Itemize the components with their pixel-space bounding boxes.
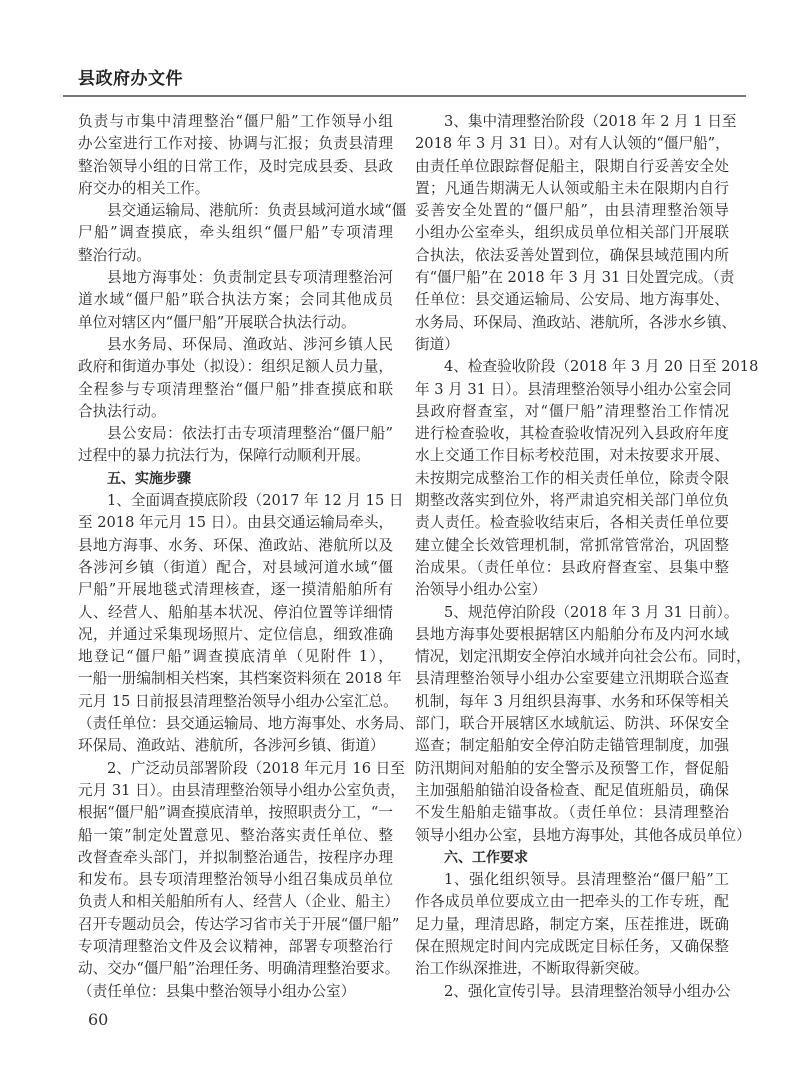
text-line: 县公安局：依法打击专项清理整治“僵尸船” bbox=[107, 425, 393, 443]
text-line: 2、广泛动员部署阶段（2018 年元月 16 日至 bbox=[107, 759, 405, 777]
text-line: 县政府督查室，对“僵尸船”清理整治工作情况 bbox=[415, 402, 729, 420]
paragraph bbox=[78, 490, 414, 758]
text-line: 妥善安全处置的“僵尸船”，由县清理整治领导 bbox=[415, 202, 729, 220]
text-line: 专项清理整治文件及会议精神，部署专项整治行 bbox=[78, 937, 393, 955]
text-line: 整治行动。 bbox=[78, 246, 151, 264]
paragraph bbox=[78, 200, 407, 267]
paragraph bbox=[78, 423, 393, 468]
text-line: 政府和街道办事处（拟设）：组织足额人员力量， bbox=[78, 358, 393, 376]
text-line: 防汛期间对船舶的安全警示及预警工作，督促船 bbox=[415, 759, 729, 777]
text-line: 县地方海事、水务、环保、渔政站、港航所以及 bbox=[78, 536, 393, 554]
text-line: 水务局、环保局、渔政站、港航所，各涉水乡镇、 bbox=[415, 313, 737, 331]
text-line: 整治领导小组的日常工作，及时完成县委、县政 bbox=[78, 157, 393, 175]
text-line: 巡查；制定船舶安全停泊防走锚管理制度，加强 bbox=[415, 737, 729, 755]
text-line: 期整改落实到位外，将严肃追究相关部门单位负 bbox=[415, 492, 729, 510]
text-line: 县清理整治领导小组办公室要建立汛期联合巡查 bbox=[415, 670, 729, 688]
text-line: 元月 31 日）。由县清理整治领导小组办公室负责， bbox=[78, 781, 406, 799]
text-line: 领导小组办公室，县地方海事处，其他各成员单位） bbox=[415, 826, 751, 844]
text-line: 情况，划定汛期安全停泊水域并向社会公布。同时， bbox=[415, 648, 751, 666]
paragraph bbox=[78, 111, 393, 200]
paragraph bbox=[415, 981, 729, 1003]
page-number: 60 bbox=[88, 1010, 109, 1029]
text-line: 人、经营人、船舶基本状况、停泊位置等详细情 bbox=[78, 603, 393, 621]
paragraph bbox=[415, 111, 737, 356]
left-text-column bbox=[78, 111, 414, 1003]
text-line: 尸船”开展地毯式清理核查，逐一摸清船舶所有 bbox=[78, 581, 393, 599]
text-line: 全程参与专项清理整治“僵尸船”排查摸底和联 bbox=[78, 380, 393, 398]
text-line: 治领导小组办公室） bbox=[415, 581, 547, 599]
text-line: 县地方海事处要根据辖区内船舶分布及内河水域 bbox=[415, 625, 729, 643]
paragraph bbox=[78, 334, 393, 423]
text-line: 况，并通过采集现场照片、定位信息，细致准确 bbox=[78, 625, 393, 643]
text-line: 召开专题动员会，传达学习省市关于开展“僵尸船” bbox=[78, 915, 400, 933]
text-line: 保在照规定时间内完成既定目标任务，又确保整 bbox=[415, 937, 729, 955]
text-line: 改督查牵头部门，并拟制整治通告，按程序办理 bbox=[78, 848, 393, 866]
text-line: 办公室进行工作对接、协调与汇报；负责县清理 bbox=[78, 135, 393, 153]
text-line: 治工作纵深推进，不断取得新突破。 bbox=[415, 960, 649, 978]
text-line: 负责与市集中清理整治“僵尸船”工作领导小组 bbox=[78, 113, 393, 130]
text-line: 尸船”调查摸底，牵头组织“僵尸船”专项清理 bbox=[78, 224, 393, 242]
text-line: 府交办的相关工作。 bbox=[78, 179, 210, 197]
paragraph bbox=[415, 602, 751, 847]
text-line: 街道） bbox=[415, 335, 459, 353]
text-line: （责任单位：县集中整治领导小组办公室） bbox=[78, 982, 356, 1000]
text-line: 进行检查验收，其检查验收情况列入县政府年度 bbox=[415, 425, 729, 443]
section-heading bbox=[415, 847, 729, 869]
text-line: 4、检查验收阶段（2018 年 3 月 20 日至 2018 bbox=[444, 358, 759, 376]
paragraph bbox=[78, 267, 393, 334]
text-line: 主加强船舶锚泊设备检查、配足值班船员，确保 bbox=[415, 781, 729, 799]
text-line: 负责人和相关船舶所有人、经营人（企业、船主） bbox=[78, 893, 400, 911]
text-line: 2018 年 3 月 31 日）。对有人认领的“僵尸船”， bbox=[415, 135, 730, 153]
text-line: 船一策”制定处置意见、整治落实责任单位、整 bbox=[78, 826, 393, 844]
text-line: 由责任单位跟踪督促船主，限期自行妥善安全处 bbox=[415, 157, 729, 175]
text-line: 五、实施步骤 bbox=[107, 470, 191, 487]
paragraph bbox=[415, 356, 759, 601]
text-line: 任单位：县交通运输局、公安局、地方海事处、 bbox=[415, 291, 729, 309]
text-line: 合执法，依法妥善处置到位，确保县域范围内所 bbox=[415, 246, 729, 264]
text-line: 治成果。（责任单位：县政府督查室、县集中整 bbox=[415, 558, 729, 576]
text-line: 置；凡通告期满无人认领或船主未在限期内自行 bbox=[415, 179, 729, 197]
text-line: 1、强化组织领导。县清理整治“僵尸船”工 bbox=[444, 871, 729, 889]
text-line: 部门，联合开展辖区水域航运、防洪、环保安全 bbox=[415, 715, 729, 733]
text-line: 5、规范停泊阶段（2018 年 3 月 31 日前）。 bbox=[444, 603, 739, 621]
text-line: 一船一册编制相关档案，其档案资料须在 2018 年 bbox=[78, 670, 402, 688]
text-line: 六、工作要求 bbox=[444, 849, 528, 866]
text-line: 县交通运输局、港航所：负责县域河道水域“僵 bbox=[107, 202, 407, 220]
text-line: 年 3 月 31 日）。县清理整治领导小组办公室会同 bbox=[415, 380, 732, 398]
text-line: 和发布。县专项清理整治领导小组召集成员单位 bbox=[78, 871, 393, 889]
right-text-column bbox=[415, 111, 759, 1003]
header-rule bbox=[63, 95, 746, 97]
text-line: 3、集中清理整治阶段（2018 年 2 月 1 日至 bbox=[444, 113, 737, 130]
text-line: 单位对辖区内“僵尸船”开展联合执法行动。 bbox=[78, 313, 356, 331]
text-line: 水上交通工作目标考校范围，对未按要求开展、 bbox=[415, 447, 729, 465]
paragraph bbox=[415, 869, 729, 980]
text-line: 各涉河乡镇（街道）配合，对县域河道水域“僵 bbox=[78, 558, 393, 576]
text-line: 有“僵尸船”在 2018 年 3 月 31 日处置完成。（责 bbox=[415, 269, 735, 287]
text-line: 未按期完成整治工作的相关责任单位，除责令限 bbox=[415, 469, 729, 487]
paragraph bbox=[78, 758, 406, 1003]
text-line: 足力量，理清思路，制定方案，压茬推进，既确 bbox=[415, 915, 729, 933]
text-line: 地登记“僵尸船”调查摸底清单（见附件 1）， bbox=[78, 648, 393, 666]
running-header-title: 县政府办文件 bbox=[78, 69, 183, 89]
text-line: 1、全面调查摸底阶段（2017 年 12 月 15 日 bbox=[107, 492, 404, 510]
text-line: 县地方海事处：负责制定县专项清理整治河 bbox=[107, 269, 393, 287]
text-line: 建立健全长效管理机制，常抓常管常治，巩固整 bbox=[415, 536, 729, 554]
text-line: （责任单位：县交通运输局、地方海事处、水务局、 bbox=[78, 715, 414, 733]
text-line: 动、交办“僵尸船”治理任务、明确清理整治要求。 bbox=[78, 960, 400, 978]
text-line: 2、强化宣传引导。县清理整治领导小组办公 bbox=[444, 982, 731, 1000]
text-line: 不发生船舶走锚事故。（责任单位：县清理整治 bbox=[415, 804, 729, 822]
text-line: 根据“僵尸船”调查摸底清单，按照职责分工，“一 bbox=[78, 804, 393, 822]
text-line: 作各成员单位要成立由一把牵头的工作专班，配 bbox=[415, 893, 729, 911]
text-line: 道水域“僵尸船”联合执法方案；会同其他成员 bbox=[78, 291, 393, 309]
text-line: 县水务局、环保局、渔政站、涉河乡镇人民 bbox=[107, 335, 393, 353]
text-line: 至 2018 年元月 15 日）。由县交通运输局牵头， bbox=[78, 514, 394, 532]
text-line: 过程中的暴力抗法行为，保障行动顺利开展。 bbox=[78, 447, 370, 465]
text-line: 小组办公室牵头，组织成员单位相关部门开展联 bbox=[415, 224, 729, 242]
text-line: 合执法行动。 bbox=[78, 402, 166, 420]
text-line: 机制，每年 3 月组织县海事、水务和环保等相关 bbox=[415, 692, 729, 710]
section-heading bbox=[78, 468, 393, 490]
text-line: 环保局、渔政站、港航所，各涉河乡镇、街道） bbox=[78, 737, 385, 755]
text-line: 元月 15 日前报县清理整治领导小组办公室汇总。 bbox=[78, 692, 398, 710]
text-line: 责人责任。检查验收结束后，各相关责任单位要 bbox=[415, 514, 729, 532]
